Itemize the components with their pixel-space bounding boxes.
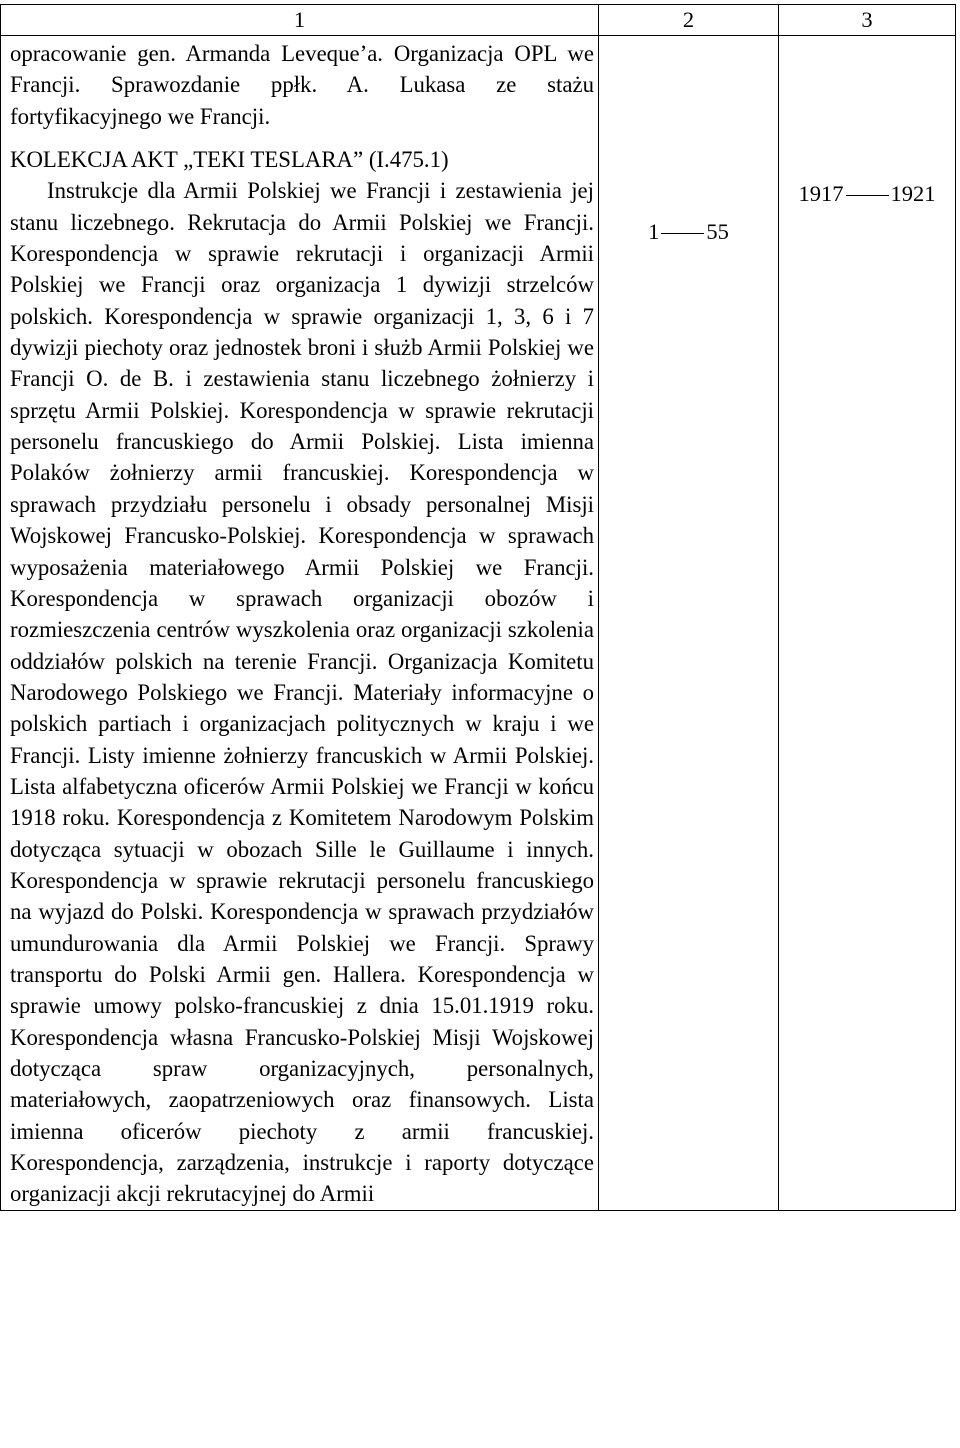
date-to: 1921: [890, 181, 936, 206]
inventory-table: [0, 4, 956, 1211]
range-to: 55: [706, 219, 729, 244]
date-range: [779, 181, 955, 207]
column-header-1: 1: [1, 5, 599, 36]
collection-heading: KOLEKCJA AKT „TEKI TESLARA” (I.475.1): [10, 147, 449, 173]
description-cell: [1, 36, 599, 1211]
file-range: [599, 219, 778, 245]
range-dash: [661, 233, 704, 234]
date-from: 1917: [798, 181, 844, 206]
description-text: [1, 36, 598, 1210]
column-header-3: 3: [779, 5, 956, 36]
column-number-row: [1, 5, 956, 36]
table-row: [1, 36, 956, 1211]
dates-cell: [779, 36, 956, 1211]
range-from: 1: [648, 219, 660, 244]
date-dash: [846, 195, 889, 196]
collection-description: Instrukcje dla Armii Polskiej we Francji i zestawienia jej stanu liczebnego. Rekrutacja do Armii Polskiej we Francji. Korespondencja w sprawie rekrutacji i organizacji Armii Polskiej we Francji oraz organizacja 1 dywizji strzelców polskich. Korespondencja w sprawie organizacji 1, 3, 6 i 7 dywizji piechoty oraz jednostek broni i służb Armii Polskiej we Francji O. de B. i zestawienia stanu liczebnego żołnierzy i sprzętu Armii Polskiej. Korespondencja w sprawie rekrutacji personelu francuskiego do Armii Polskiej. Lista imienna Polaków żołnierzy armii francuskiej. Korespondencja w sprawach przydziału personelu i obsady personalnej Misji Wojskowej Francusko-Polskiej. Korespondencja w sprawach wyposażenia materiałowego Armii Polskiej we Francji. Korespondencja w sprawach organizacji obozów i rozmieszczenia centrów wyszkolenia oraz organizacji szkolenia oddziałów polskich na terenie Francji. Organizacja Komitetu Narodowego Polskiego we Francji. Materiały informacyjne o polskich partiach i organizacjach politycznych w kraju i we Francji. Listy imienne żołnierzy francuskich w Armii Polskiej. Lista alfabetyczna oficerów Armii Polskiej we Francji w końcu 1918 roku. Korespondencja z Komitetem Narodowym Polskim dotycząca sytuacji w obozach Sille le Guillaume i innych. Korespondencja w sprawie rekrutacji personelu francuskiego na wyjazd do Polski. Korespondencja w sprawach przydziałów umundurowania dla Armii Polskiej we Francji. Sprawy transportu do Polski Armii gen. Hallera. Korespondencja w sprawie umowy polsko-francuskiej z dnia 15.01.1919 roku. Korespondencja własna Francusko-Polskiej Misji Wojskowej dotycząca spraw organizacyjnych, personalnych, materiałowych, zaopatrzeniowych oraz finansowych. Lista imienna oficerów piechoty z armii francuskiej. Korespondencja, zarządzenia, instrukcje i raporty dotyczące organizacji akcji rekrutacyjnej do Armii: [10, 178, 594, 1207]
column-header-2: 2: [599, 5, 779, 36]
range-cell: [599, 36, 779, 1211]
previous-entry-continuation: opracowanie gen. Armanda Leveque’a. Organizacja OPL we Francji. Sprawozdanie ppłk. A. Lukasa ze stażu fortyfikacyjnego we Francji.: [10, 41, 594, 129]
